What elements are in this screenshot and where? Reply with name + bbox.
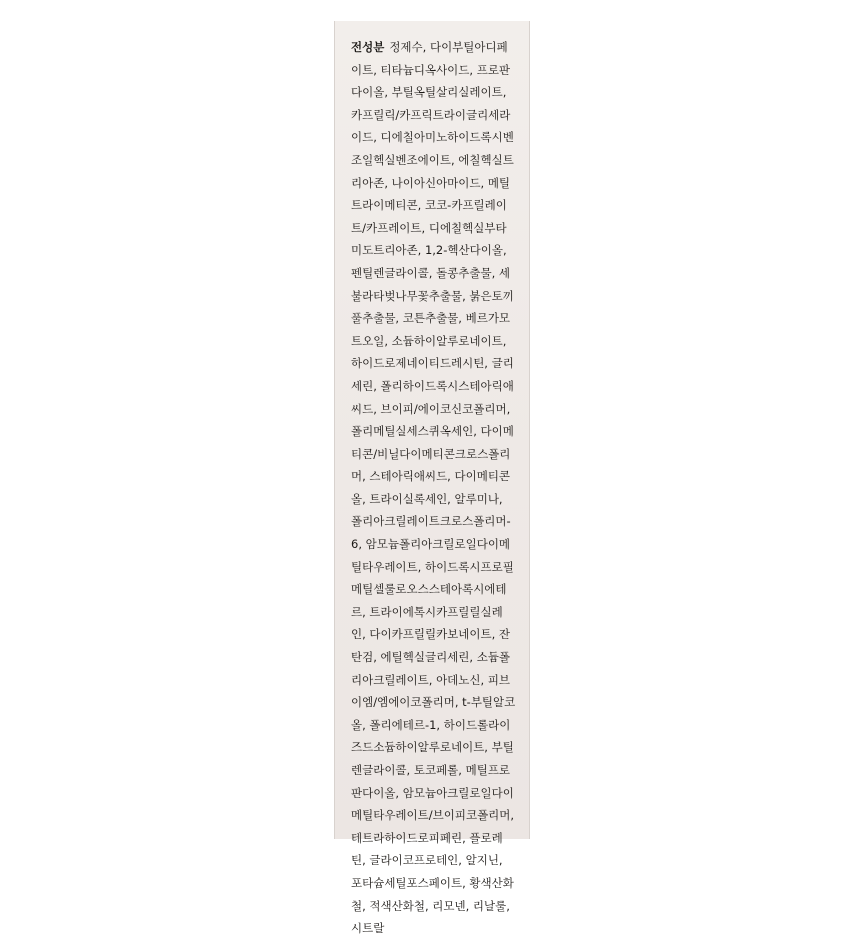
ingredient-list: 정제수, 다이부틸아디페이트, 티타늄디옥사이드, 프로판다이올, 부틸옥틸살리실레이트, 카프릴릭/카프릭트라이글리세라이드, 디에칠아미노하이드록시벤조일헥실벤조에이트, 에칠헥실트리아존, 나이아신아마이드, 메틸트라이메티콘, 코코-카프릴레이트/카프레이트, 디에칠헥실부타미도트리아존, 1,2-헥산다이올, 펜틸렌글라이콜, 돌콩추출물, 세불라타벚나무꽃추출물, 붉은토끼풀추출물, 코튼추출물, 베르가모트오일, 소듐하이알루로네이트, 하이드로제네이티드레시틴, 글리세린, 폴리하이드록시스테아릭애씨드, 브이피/에이코신코폴리머, 폴리메틸실세스퀴옥세인, 다이메티콘/비닐다이메티콘크로스폴리머, 스테아릭애씨드, 다이메티콘올, 트라이실록세인, 알루미나, 폴리아크릴레이트크로스폴리머-6, 암모늄폴리아크릴로일다이메틸타우레이트, 하이드록시프로필메틸셀룰로오스스테아록시에테르, 트라이에톡시카프릴릴실레인, 다이카프릴릴카보네이트, 잔탄검, 에틸헥실글리세린, 소듐폴리아크릴레이트, 아데노신, 피브이엠/엠에이코폴리머, t-부틸알코올, 폴리에테르-1, 하이드롤라이즈드소듐하이알루로네이트, 부틸렌글라이콜, 토코페롤, 메틸프로판다이올, 암모늄아크릴로일다이메틸타우레이트/브이피코폴리머, 테트라하이드로피페린, 플로레틴, 글라이코프로테인, 알지닌, 포타슘세틸포스페이트, 황색산화철, 적색산화철, 리모넨, 리날룰, 시트랄 bbox=[351, 40, 516, 936]
ingredient-heading: 전성분 bbox=[351, 40, 385, 54]
ingredient-list-text bbox=[351, 36, 517, 940]
ingredient-label-panel bbox=[334, 21, 530, 936]
